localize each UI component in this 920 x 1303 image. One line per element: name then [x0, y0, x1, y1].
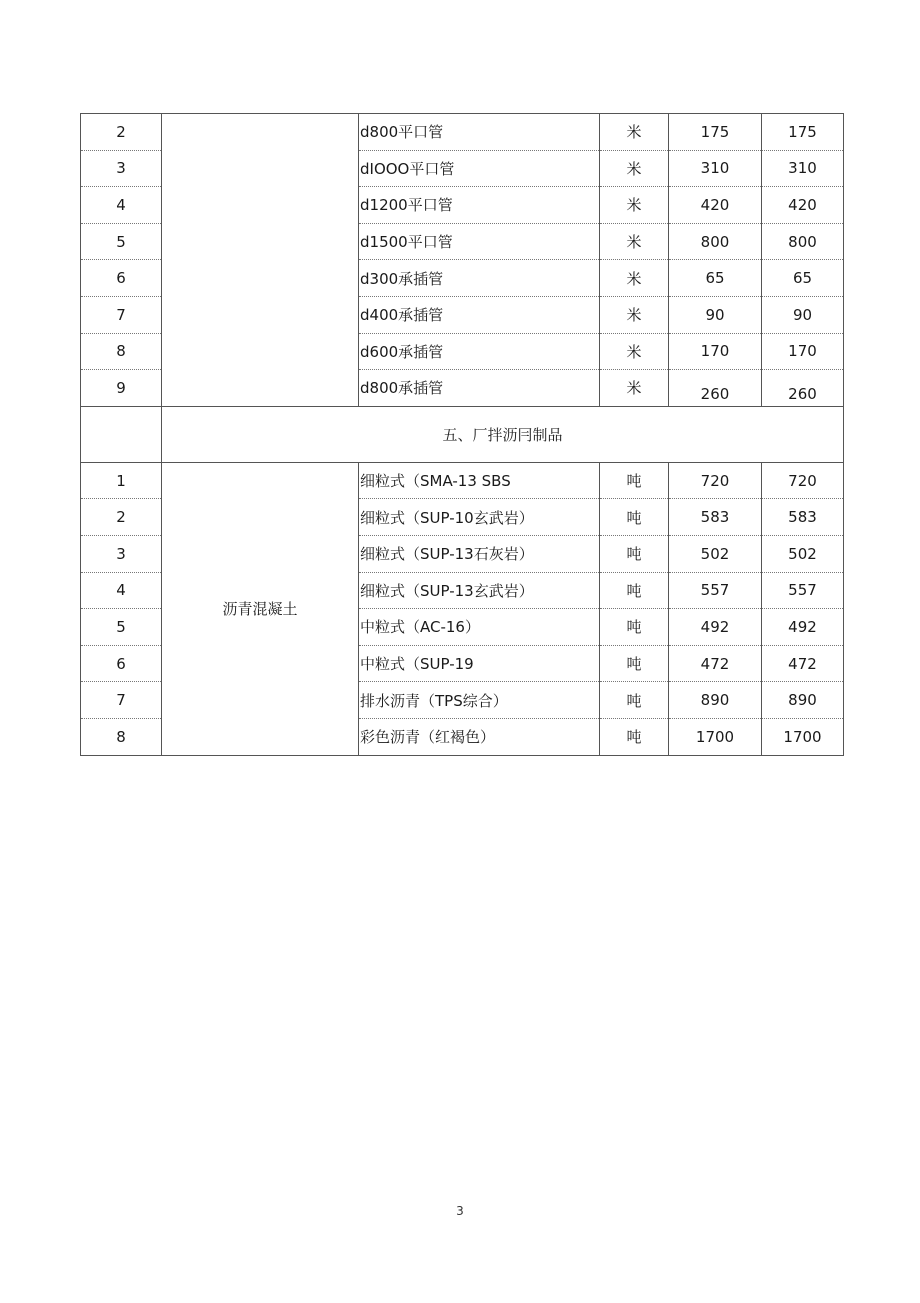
price-2: 175 — [762, 114, 844, 151]
category-cell — [162, 114, 359, 407]
row-number: 2 — [81, 114, 162, 151]
item-name: d400承插管 — [359, 296, 600, 333]
price-2: 90 — [762, 296, 844, 333]
item-name: d1500平口管 — [359, 223, 600, 260]
unit: 米 — [600, 187, 669, 224]
price-1: 260 — [669, 370, 762, 407]
item-name: d800平口管 — [359, 114, 600, 151]
row-number: 2 — [81, 499, 162, 536]
item-name: d600承插管 — [359, 333, 600, 370]
row-number: 8 — [81, 718, 162, 755]
section-row — [81, 406, 844, 462]
unit: 米 — [600, 223, 669, 260]
unit: 吨 — [600, 682, 669, 719]
price-2: 492 — [762, 609, 844, 646]
price-1: 890 — [669, 682, 762, 719]
unit: 吨 — [600, 499, 669, 536]
price-2: 583 — [762, 499, 844, 536]
unit: 米 — [600, 370, 669, 407]
row-number: 6 — [81, 260, 162, 297]
row-number: 7 — [81, 682, 162, 719]
unit: 吨 — [600, 609, 669, 646]
item-name: dIOOO平口管 — [359, 150, 600, 187]
price-1: 65 — [669, 260, 762, 297]
price-2: 170 — [762, 333, 844, 370]
item-name: d300承插管 — [359, 260, 600, 297]
row-number: 8 — [81, 333, 162, 370]
unit: 吨 — [600, 572, 669, 609]
row-number: 7 — [81, 296, 162, 333]
price-2: 260 — [762, 370, 844, 407]
row-number: 4 — [81, 187, 162, 224]
item-name: 排水沥青（TPS综合） — [359, 682, 600, 719]
unit: 米 — [600, 333, 669, 370]
row-number: 5 — [81, 223, 162, 260]
price-2: 720 — [762, 462, 844, 499]
item-name: 细粒式（SUP-10玄武岩） — [359, 499, 600, 536]
row-number: 5 — [81, 609, 162, 646]
section-title: 五、厂拌沥冃制品 — [162, 406, 844, 462]
item-name: d800承插管 — [359, 370, 600, 407]
category-cell: 沥青混凝土 — [162, 462, 359, 755]
row-number: 3 — [81, 150, 162, 187]
unit: 米 — [600, 296, 669, 333]
price-1: 420 — [669, 187, 762, 224]
row-number: 4 — [81, 572, 162, 609]
price-1: 310 — [669, 150, 762, 187]
row-number: 3 — [81, 535, 162, 572]
item-name: 彩色沥青（红褐色） — [359, 718, 600, 755]
price-2: 890 — [762, 682, 844, 719]
price-1: 175 — [669, 114, 762, 151]
price-table — [80, 113, 844, 756]
price-2: 472 — [762, 645, 844, 682]
section-number-cell — [81, 406, 162, 462]
unit: 吨 — [600, 535, 669, 572]
price-2: 420 — [762, 187, 844, 224]
table-row — [81, 462, 844, 499]
row-number: 6 — [81, 645, 162, 682]
unit: 米 — [600, 150, 669, 187]
price-2: 310 — [762, 150, 844, 187]
price-1: 472 — [669, 645, 762, 682]
price-1: 720 — [669, 462, 762, 499]
price-1: 90 — [669, 296, 762, 333]
row-number: 1 — [81, 462, 162, 499]
page-number: 3 — [456, 1204, 464, 1218]
item-name: 中粒式（AC-16） — [359, 609, 600, 646]
row-number: 9 — [81, 370, 162, 407]
item-name: 细粒式（SUP-13玄武岩） — [359, 572, 600, 609]
unit: 吨 — [600, 462, 669, 499]
item-name: 细粒式（SMA-13 SBS — [359, 462, 600, 499]
unit: 米 — [600, 260, 669, 297]
price-2: 800 — [762, 223, 844, 260]
price-1: 492 — [669, 609, 762, 646]
item-name: 中粒式（SUP-19 — [359, 645, 600, 682]
unit: 吨 — [600, 718, 669, 755]
item-name: 细粒式（SUP-13石灰岩） — [359, 535, 600, 572]
price-1: 1700 — [669, 718, 762, 755]
price-2: 557 — [762, 572, 844, 609]
price-1: 583 — [669, 499, 762, 536]
price-1: 800 — [669, 223, 762, 260]
price-1: 170 — [669, 333, 762, 370]
price-1: 502 — [669, 535, 762, 572]
price-2: 65 — [762, 260, 844, 297]
price-1: 557 — [669, 572, 762, 609]
price-2: 502 — [762, 535, 844, 572]
price-2: 1700 — [762, 718, 844, 755]
unit: 吨 — [600, 645, 669, 682]
item-name: d1200平口管 — [359, 187, 600, 224]
unit: 米 — [600, 114, 669, 151]
table-row — [81, 114, 844, 151]
